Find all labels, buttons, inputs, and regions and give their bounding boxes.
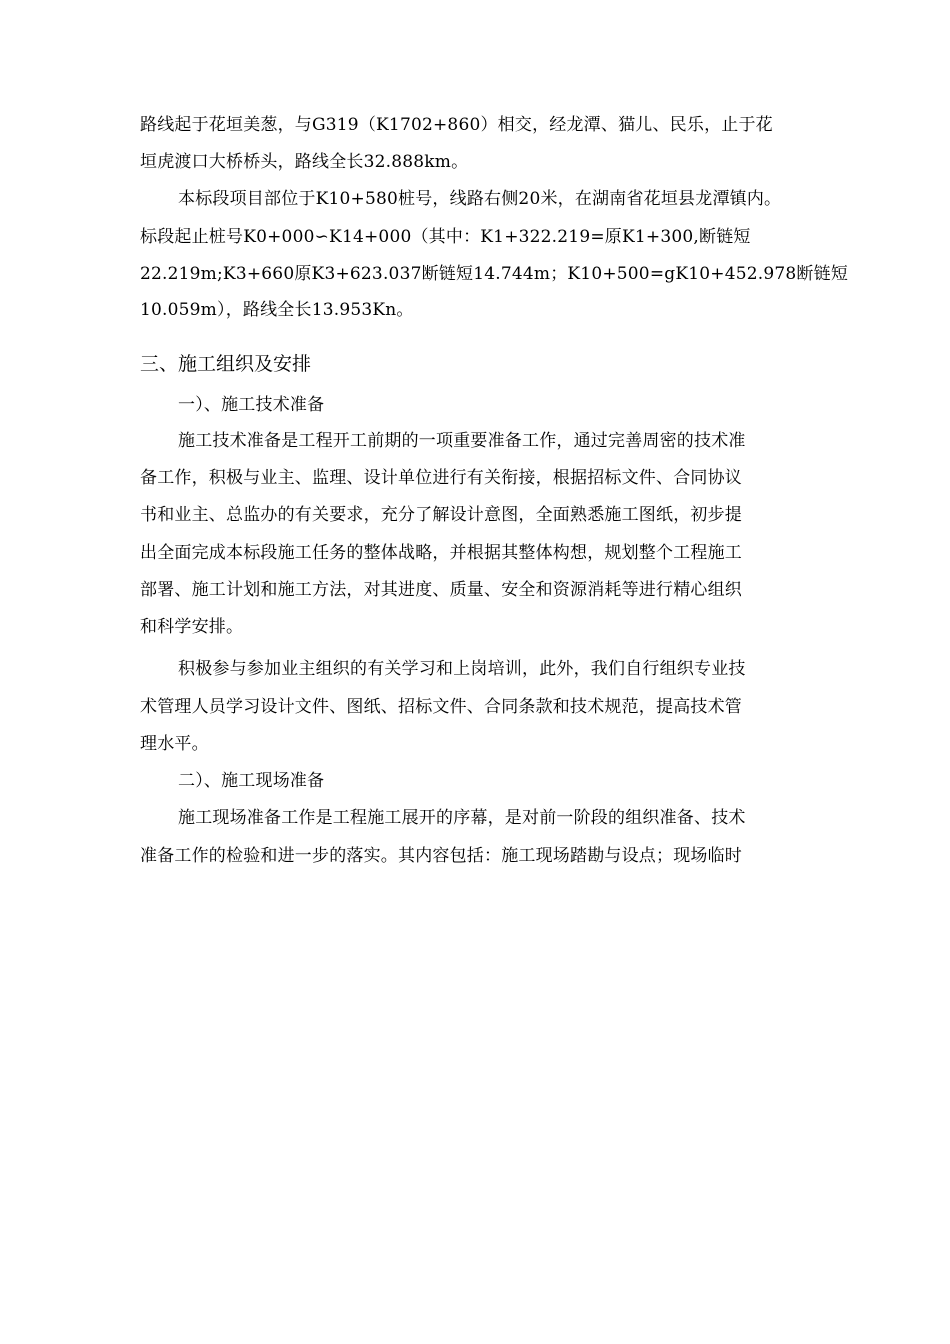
text-line: 术管理人员学习设计文件、图纸、招标文件、合同条款和技术规范，提高技术管 [140, 697, 742, 717]
text-line: 积极参与参加业主组织的有关学习和上岗培训，此外，我们自行组织专业技 [178, 659, 746, 679]
text-line: 出全面完成本标段施工任务的整体战略，并根据其整体构想，规划整个工程施工 [140, 543, 742, 563]
section-heading: 三、施工组织及安排 [140, 353, 312, 375]
text-line: 22.219m;K3+660原K3+623.037断链短14.744m；K10+500=gK10+452.978断链短 [140, 264, 849, 284]
text-line: 标段起止桩号K0+000∽K14+000（其中：K1+322.219=原K1+300,断链短 [140, 227, 751, 247]
text-line: 垣虎渡口大桥桥头，路线全长32.888km。 [140, 152, 469, 172]
text-line: 部署、施工计划和施工方法，对其进度、质量、安全和资源消耗等进行精心组织 [140, 580, 742, 600]
text-line: 本标段项目部位于K10+580桩号，线路右侧20米，在湖南省花垣县龙潭镇内。 [178, 189, 782, 209]
text-line: 施工技术准备是工程开工前期的一项重要准备工作，通过完善周密的技术准 [178, 431, 746, 451]
text-line: 书和业主、总监办的有关要求，充分了解设计意图，全面熟悉施工图纸，初步提 [140, 505, 742, 525]
subsection-heading: 一）、施工技术准备 [178, 395, 325, 415]
text-line: 准备工作的检验和进一步的落实。其内容包括：施工现场踏勘与设点；现场临时 [140, 846, 742, 866]
text-line: 备工作，积极与业主、监理、设计单位进行有关衔接，根据招标文件、合同协议 [140, 468, 742, 488]
text-line: 10.059m），路线全长13.953Kn。 [140, 300, 414, 320]
text-line: 和科学安排。 [140, 617, 244, 637]
subsection-heading: 二）、施工现场准备 [178, 771, 325, 791]
text-line: 理水平。 [140, 734, 209, 754]
text-line: 施工现场准备工作是工程施工展开的序幕，是对前一阶段的组织准备、技术 [178, 808, 746, 828]
text-line: 路线起于花垣美葱，与G319（K1702+860）相交，经龙潭、猫儿、民乐，止于花 [140, 115, 773, 135]
